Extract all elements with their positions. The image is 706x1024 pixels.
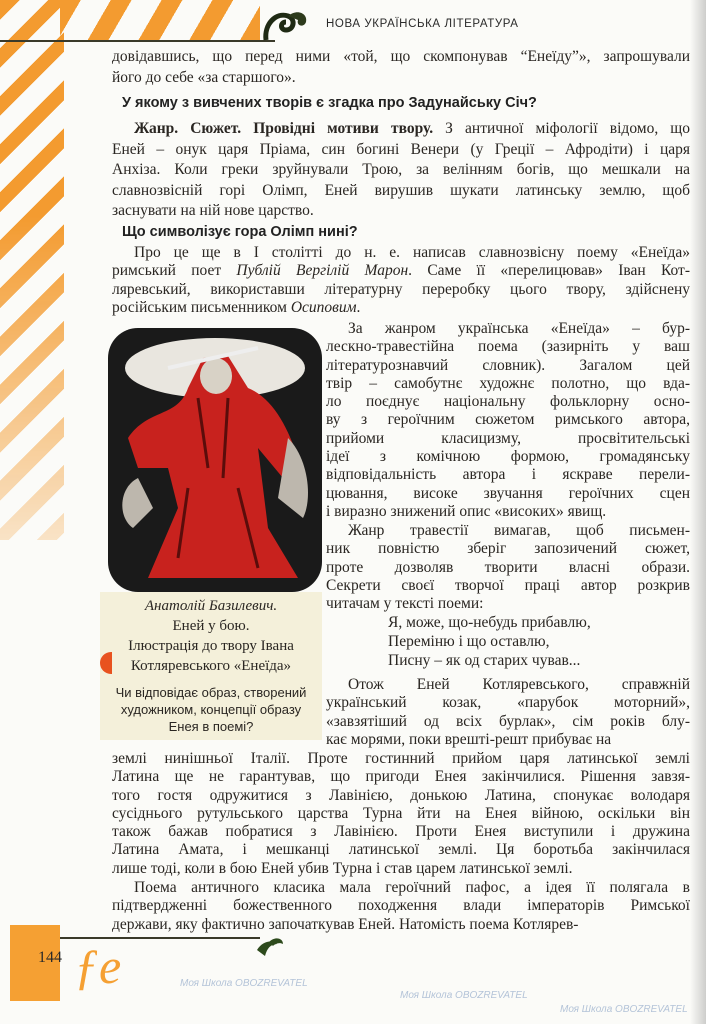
text-line: [112, 160, 690, 181]
text-run: славнозвісній горі Олімп, Еней вирушив шукати латинську землю, щоб: [112, 181, 690, 199]
decorative-stripes: [0, 0, 64, 540]
text-line: [112, 768, 690, 786]
text-run: довідавшись, що перед ними «той, що скомпонував “Енеїду”», запрошували: [112, 48, 690, 65]
text-run: Латина Амата, і мешканці латинської землі. Ця боротьба закінчилася: [112, 841, 690, 859]
question-olympus: Що символізує гора Олімп нині?: [122, 224, 358, 240]
text-run: Жанр травестії вимагав, щоб письмен-: [348, 522, 690, 539]
page-edge-shadow: [690, 0, 706, 1024]
italic-run: Публій Вергілій Марон: [236, 262, 409, 280]
text-line: [326, 540, 690, 558]
text-run: ідеї з комічною формою, громадянську: [326, 448, 690, 466]
text-run: того гостя одружитися з Лавінією, донькою Латина, спонукає володаря: [112, 786, 690, 804]
text-line: [326, 676, 690, 694]
text-run: З античної міфології відомо, що: [433, 120, 690, 137]
text-run: український козак, «парубок моторний»,: [326, 694, 690, 712]
header-stripes: [60, 0, 260, 40]
paragraph-heroic-pathos: [112, 879, 690, 934]
paragraph-aeneas-cossack: [326, 676, 690, 749]
text-run: проте дозволяв творити власні образи.: [326, 558, 690, 576]
text-line: [112, 201, 690, 222]
text-run: ляревський, використавши літературну переробку цього твору, здійснену: [112, 280, 690, 298]
text-run: Латина ще не гарантував, що пригоди Енея закінчилися. Рішення завзя-: [112, 768, 690, 786]
text-line: [326, 448, 690, 466]
italic-run: Осиповим: [290, 298, 357, 316]
text-line: [112, 841, 690, 859]
text-run: цювання, високе звучання героїчних сцен: [326, 484, 690, 502]
text-line: [112, 119, 690, 140]
watermark: Моя Школа OBOZREVATEL: [180, 978, 308, 989]
text-line: [326, 559, 690, 577]
poem-line: Я, може, що-небудь прибавлю,: [388, 614, 591, 631]
text-run: прийоми класицизму, просвітительські: [326, 429, 690, 447]
text-line: [112, 299, 690, 317]
caption-author: Анатолій Базилевич.: [144, 598, 278, 614]
caption-line3: Ілюстрація до твору Івана: [128, 638, 294, 654]
caption-question: [100, 684, 322, 735]
text-run: «завзятіший од всіх бурлак», сім років блу-: [326, 712, 690, 730]
text-line: [112, 244, 690, 262]
text-line: [112, 140, 690, 161]
text-run: землі нинішньої Італії. Проте гостинний прийом царя латинської землі: [112, 750, 690, 767]
header-rule: [0, 40, 275, 42]
paragraph-genre-plot: [112, 119, 690, 222]
text-run: твір – самобутнє художнє полотно, що вда-: [326, 374, 690, 392]
text-line: [326, 731, 690, 749]
caption-question-line: Чи відповідає образ, створений: [115, 685, 307, 700]
poem-line: Переміню і що оставлю,: [388, 633, 550, 650]
text-run: кає морями, поки врешті-решт прибуває на: [326, 730, 612, 748]
text-line: [326, 503, 690, 521]
text-line: [112, 860, 690, 878]
text-run: ник повністю зберіг запозичений сюжет,: [326, 540, 690, 558]
text-line: [112, 68, 690, 89]
text-run: читачам у тексті поеми:: [326, 595, 484, 613]
text-run: також бажав побратися з Лавінією. Проти Енея виступили і дружина: [112, 823, 690, 841]
text-line: [326, 430, 690, 448]
decorative-glyph-icon: ƒe: [74, 938, 122, 994]
text-line: [326, 357, 690, 375]
text-line: [326, 375, 690, 393]
text-run: Про це ще в І столітті до н. е. написав славнозвісну поему «Енеїда»: [134, 244, 690, 261]
text-line: [112, 879, 690, 897]
text-line: [112, 47, 690, 68]
text-run: Еней – онук царя Пріама, син богині Венери (у Греції – Афродіти) і царя: [112, 140, 690, 158]
text-run: Отож Еней Котляревського, справжній: [348, 676, 690, 693]
caption-question-line: Енея в поемі?: [168, 719, 254, 734]
text-line: [326, 577, 690, 595]
text-run: підтвердженні божественного походження влади імператорів Римської: [112, 897, 690, 915]
running-head: НОВА УКРАЇНСЬКА ЛІТЕРАТУРА: [326, 18, 519, 30]
text-run: римський поет: [112, 262, 237, 280]
text-run: сусіднього рутульського царства Турна йти на Енея війною, оскільки він: [112, 804, 690, 822]
paragraph-aeneas-cossack-cont: [112, 750, 690, 878]
text-run: і виразно знижений опис «високих» явищ.: [326, 502, 607, 520]
text-line: [112, 823, 690, 841]
text-line: [112, 750, 690, 768]
text-run: Секрети своєї творчої праці автор розкрив: [326, 576, 690, 594]
text-line: [326, 393, 690, 411]
text-run: Анхіза. Коли греки зруйнували Трою, за велінням богів, що мешкали на: [112, 161, 690, 178]
text-line: [112, 805, 690, 823]
page-number: 144: [38, 949, 62, 966]
caption-line4: Котляревського «Енеїда»: [130, 658, 292, 674]
text-run: заснувати на ній нове царство.: [112, 202, 314, 219]
caption-title: Еней у бою.: [172, 618, 250, 634]
paragraph-virgil: [112, 244, 690, 317]
text-line: [112, 787, 690, 805]
text-run: .: [356, 298, 361, 316]
text-line: [326, 485, 690, 503]
text-line: [112, 262, 690, 280]
text-line: [326, 713, 690, 731]
poem-quote: [388, 613, 591, 670]
ornament-icon: [262, 6, 312, 46]
text-line: [326, 466, 690, 484]
text-run: За жанром українська «Енеїда» – бур-: [348, 320, 690, 337]
watermark: Моя Школа OBOZREVATEL: [400, 990, 528, 1001]
illustration-aeneas-in-battle: [108, 328, 322, 592]
text-line: [112, 916, 690, 934]
poem-line: Писну – як од старих чував...: [388, 652, 581, 669]
text-run: лескно-травестійна поема (зазирніть у ваш: [326, 338, 690, 356]
text-line: [112, 281, 690, 299]
text-line: [326, 411, 690, 429]
text-line: [112, 181, 690, 202]
caption-question-line: художником, концепції образу: [120, 702, 302, 717]
text-line: [326, 595, 690, 613]
text-run: ву з героїчним сюжетом римського автора,: [326, 411, 690, 429]
leaf-ornament-icon: [255, 936, 285, 960]
paragraph-travesty: [326, 522, 690, 613]
text-line: [326, 694, 690, 712]
paragraph-genre-burlesque: [326, 320, 690, 521]
text-line: [112, 897, 690, 915]
text-run: лише тоді, коли в бою Еней убив Турна і став царем латинської землі.: [112, 859, 573, 877]
text-line: [326, 338, 690, 356]
text-run: ло поєднує національну фольклорну осно-: [326, 393, 690, 411]
text-run: його до себе «за старшого».: [112, 68, 296, 86]
text-run: відповідальність автора і яскраве перели-: [326, 466, 690, 484]
text-run: російським письменником: [112, 298, 291, 316]
text-line: [326, 320, 690, 338]
watermark: Моя Школа OBOZREVATEL: [560, 1004, 688, 1015]
question-zadunaiska-sich: У якому з вивчених творів є згадка про Задунайську Січ?: [122, 95, 537, 111]
text-run: держави, яку фактично започаткував Еней. Натомість поема Котлярев-: [112, 915, 579, 933]
text-run: . Саме її «перелицював» Іван Кот-: [408, 262, 690, 280]
text-line: [326, 522, 690, 540]
paragraph-intro: [112, 47, 690, 88]
bold-run: Жанр. Сюжет. Провідні мотиви твору.: [134, 120, 434, 137]
text-run: Поема античного класика мала героїчний пафос, а ідея її полягала в: [134, 879, 690, 896]
text-run: літературознавчий словник). Загалом цей: [326, 356, 690, 374]
